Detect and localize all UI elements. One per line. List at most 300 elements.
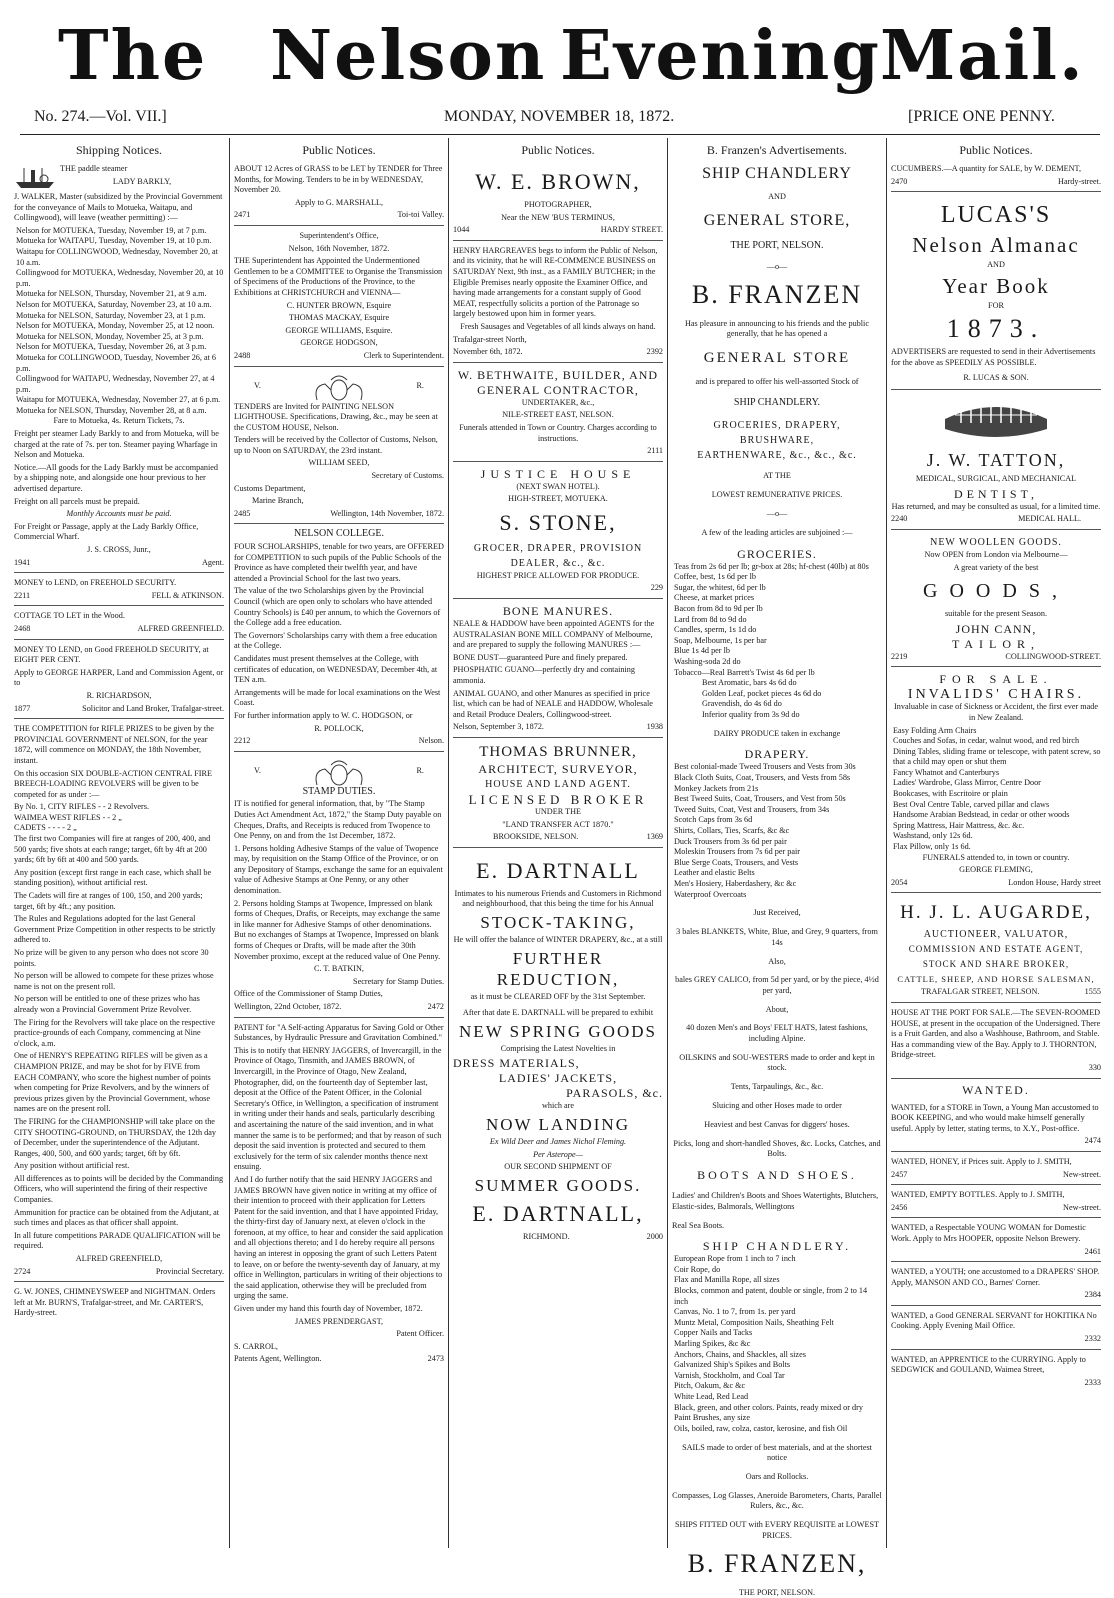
list-item: Waitapu for COLLINGWOOD, Wednesday, November 20, at 10 a.m. [16,246,218,267]
text: NEALE & HADDOW have been appointed AGENTS for the AUSTRALASIAN BONE MILL COMPANY of Melbourne, and are prepared to supply the following MANURES :— [453,619,655,650]
text: ADVERTISERS are requested to send in their Advertisements for the above as SPEEDILY AS POSSIBLE. [891,347,1096,367]
list-item: Motueka for NELSON, Saturday, November 23, at 1 p.m. [16,310,206,320]
text: New-street. [1063,1169,1101,1179]
masthead-word-nelson: Nelson [270,16,547,96]
text: DENTIST, [953,486,1039,501]
signature: R. LUCAS & SON. [963,372,1029,382]
text: All differences as to points will be decided by the Commanding Officers, who will superintend the firing of their respective Companies. [14,1173,224,1205]
list-item: Coffee, best, 1s 6d per lb [674,572,756,582]
text: The value of the two Scholarships given by the Provincial Council (which are open only to scholars who have attended Country Schools) is £40 per annum, to which the Governors of the College add a free education. [234,586,441,628]
text: November 6th, 1872. [453,347,523,357]
list-item: Marling Spikes, &c &c [674,1339,751,1349]
text: Invaluable in case of Sickness or Accident, the first ever made in New Zealand. [894,702,1098,722]
list-item: Oils, boiled, raw, colza, castor, kerosine, and fish Oil [674,1423,848,1433]
text: WANTED, a YOUTH; one accustomed to a DRAPERS' SHOP. Apply, MANSON AND CO., Barnes' Corner. [891,1267,1100,1287]
masthead-word-evening: Evening [560,16,881,96]
text: ABOUT 12 Acres of GRASS to be LET by TENDER for Three Months, for Mowing. Tenders to be in by WEDNESDAY, November 20. [234,164,443,195]
list-item: Cheese, at market prices [674,593,755,603]
text: The Cadets will fire at ranges of 100, 150, and 200 yards; target, 6ft by 4ft.; any position. [14,891,203,911]
text: NEW SPRING GOODS [459,1021,657,1041]
signature: GEORGE FLEMING, [959,865,1033,875]
list-item: Couches and Sofas, in cedar, walnut wood, and red birch [893,736,1080,746]
text: Secretary of Customs. [371,471,444,481]
text: Per Asterope— [533,1149,583,1159]
text: Wellington, 14th November, 1872. [330,508,444,518]
text: PHOSPHATIC GUANO—perfectly dry and containing ammonia. [453,665,635,686]
section-heading: SHIP CHANDLERY. [702,1239,852,1254]
text: One of HENRY'S REPEATING RIFLES will be given as a CHAMPION PRIZE, and may be shot for by FIVE from EACH COMPANY, who score the highest number of points when competing for Prize Revolvers, and by the winners of previous prizes given by the Provincial Government, whose names are on the present roll. [14,1051,211,1114]
signature: R. POLLOCK, [314,723,364,733]
ad-heading: W. BETHWAITE, BUILDER, AND GENERAL CONTRACTOR, [457,367,659,397]
ad-heading: S. STONE, [499,509,617,535]
text: Notice.—All goods for the Lady Barkly must be accompanied by a shipping note, and alongside one hour previous to her advertised departure. [14,462,218,494]
list-item: Collingwood for WAITAPU, Wednesday, November 27, at 4 p.m. [16,374,215,394]
issue-number: No. 274.—Vol. VII.] [34,108,167,125]
ad-ref: 1555 [1084,987,1101,997]
text: CATTLE, SHEEP, AND HORSE SALESMAN, [897,974,1095,985]
ad-ref: 2219 [891,651,908,661]
text: The FIRING for the CHAMPIONSHIP will take place on the CITY SHOOTING-GROUND, on THURSDAY, the 12th day of December, under the superintendence of the Adjutant. Ranges, 400, 500, and 600 yards; target, 6ft by 6ft. [14,1116,216,1158]
list-item: C. HUNTER BROWN, Esquire [286,300,392,310]
text: Also, [768,956,786,966]
section-heading: BOOTS AND SHOES. [697,1167,857,1182]
text: S. CARROL, [234,1341,278,1351]
text: New-street. [1063,1202,1101,1212]
list-item: THOMAS MACKAY, Esquire [288,313,390,323]
text: The Governors' Scholarships carry with them a free education at the College. [234,630,437,651]
text: which are [541,1101,575,1111]
signature: R. RICHARDSON, [86,690,152,700]
ad-heading: B. FRANZEN [691,280,863,310]
list-item: Waitapu for MOTUEKA, Wednesday, November 27, at 6 p.m. [16,395,221,405]
ad-ref: 330 [1088,1062,1101,1072]
list-item: Motueka for COLLINGWOOD, Tuesday, November 26, at 6 p.m. [16,352,217,373]
list-item: CADETS - - - - 2 „ [14,823,77,833]
text: IT is notified for general information, that, by "The Stamp Duties Act Amendment Act, 1872," the Stamp Duty payable on Cheques, Drafts, and Receipts is reduced from Twopence to One Penny, on and from the 1st December, 1872. [234,799,442,841]
text: Monthly Accounts must be paid. [66,509,172,519]
ad-augarde [891,896,1101,1003]
ad-heading: B. FRANZEN, [687,1549,867,1579]
text: 1. Persons holding Adhesive Stamps of the value of Twopence may, by requisition on the Stamp Office of the Province, or on any Depository of Stamps, exchange the same for an equivalent value of Adhesive Stamps at One Penny, or any other denomination. [234,843,443,896]
text: AUCTIONEER, VALUATOR, [923,929,1069,941]
list-item: Bacon from 8d to 9d per lb [674,603,763,613]
text: Clerk to Superintendent. [363,350,444,360]
text: For further information apply to W. C. HODGSON, or [234,710,413,720]
ad-ref: 2724 [14,1266,31,1276]
text: THE Superintendent has Appointed the Undermentioned Gentlemen to be a COMMITTEE to Organise the Transmission of Specimens of the Productions of the Province, to the Exhibitions at CHRISTCHURCH and VIENNA— [234,256,443,297]
text: Superintendent's Office, [299,230,379,240]
text: CUCUMBERS.—A quantity for SALE, by W. DEMENT, [891,164,1081,173]
text: as it must be CLEARED OFF by the 31st September. [470,991,646,1001]
text: WANTED, a Respectable YOUNG WOMAN for Domestic Work. Apply to Mrs HOOPER, opposite Nelson Brewery. [891,1223,1086,1243]
text: STOCK AND SHARE BROKER, [922,959,1070,970]
ad-dartnall [453,851,663,1247]
text: MEDICAL HALL. [1018,514,1081,524]
list-item: Blue 1s 4d per lb [674,646,730,656]
text: SAILS made to order of best materials, and at the shortest notice [682,1442,872,1463]
text: No prize will be given to any person who does not score 30 points. [14,948,209,968]
ad-ref: 2384 [1084,1290,1101,1300]
ad-stamp-duties [234,755,444,1018]
ad-bone-manures [453,602,663,738]
text: AND [768,192,786,202]
list-item: White Lead, Red Lead [674,1392,749,1401]
signature: ALFRED GREENFIELD, [75,1254,163,1264]
list-item: Washing-soda 2d do [674,656,741,666]
ad-ref: 2470 [891,176,908,186]
ad-ref: 1877 [14,703,31,713]
list-item: Gravendish, do 4s 6d do [702,699,782,709]
issue-date: MONDAY, NOVEMBER 18, 1872. [444,108,675,125]
list-item: Collingwood for MOTUEKA, Wednesday, November 20, at 10 p.m. [16,268,224,288]
ad-grass [234,162,444,226]
text: HOUSE AT THE PORT FOR SALE.—The SEVEN-ROOMED HOUSE, at present in the occupation of the Undersigned. There is a Fruit Garden, and also a Washhouse, Bathroom, and Stable. Has a commanding view of the Bay. Apply to J. THORNTON, Bridge-street. [891,1008,1101,1060]
text: And I do further notify that the said HENRY JAGGERS and JAMES BROWN have given notice in writing at my office of their intention to proceed with their application for Letters Patent for the said invention, and that I have appointed Friday, the thirty-first day of January next, at eleven o'clock in the forenoon, at my office, to hear and consider the said application and all objections thereto; and I do hereby require all persons having an interest in opposing the grant of such Letters Patent to leave, on or before the twenty-seventh day of January, at my office in Wellington, particulars in writing of their objections to the said application, otherwise they will be precluded from urging the same. [234,1174,444,1301]
drapery-list [672,762,882,900]
ad-builder [453,366,663,462]
text: LADIES' JACKETS, [498,1071,618,1086]
list-item: Teas from 2s 6d per lb; gr-box at 28s; hf-chest (40lb) at 80s [674,561,869,571]
ad-heading: BONE MANURES. [502,604,614,619]
royal-crest-icon [309,372,369,402]
text: "LAND TRANSFER ACT 1870." [502,819,614,829]
text: Given under my hand this fourth day of November, 1872. [234,1304,423,1314]
list-item: Blocks, common and patent, double or single, from 2 to 14 inch [674,1286,868,1306]
text: suitable for the present Season. [944,609,1048,619]
issue-price: [PRICE ONE PENNY. [908,108,1055,125]
ad-ref: 2468 [14,623,31,633]
text: Ladies' and Children's Boots and Shoes Watertights, Blutchers, Elastic-sides, Balmorals, Wellingtons [672,1191,879,1211]
text: Office of the Commissioner of Stamp Duties, [234,989,383,999]
text: After that date E. DARTNALL will be prepared to exhibit [462,1008,654,1018]
ad-heading: E. DARTNALL, [472,1200,644,1226]
text: Nelson, September 3, 1872. [453,722,544,732]
ad-heading: THOMAS BRUNNER, [479,744,637,760]
text: HARDY STREET. [600,225,663,235]
text: No person will be entitled to one of these prizes who has already won a Provincial Government Prize Revolver. [14,994,200,1014]
sailing-list [14,226,224,417]
column-shipping-notices [14,140,224,1545]
column-public-notices-1 [234,140,444,1545]
ad-photographer [453,162,663,241]
column-rule [229,138,230,1548]
list-item: Nelson for MOTUEKA, Monday, November 25, at 12 noon. [16,321,215,331]
text: Customs Department, [234,483,306,493]
ad-heading: INVALIDS' CHAIRS. [907,687,1085,703]
text: FOUR SCHOLARSHIPS, tenable for two years, are OFFERED for COMPETITION to such pupils of the Public Schools of the Province as have completed their twelfth year, and have attended a Provincial School for the last two years. [234,542,444,583]
text: London House, Hardy street [1008,877,1101,887]
list-item: Anchors, Chains, and Shackles, all sizes [674,1349,806,1359]
ad-wanted-clerk [891,1101,1101,1152]
text: Has pleasure in announcing to his friends and the public generally, that he has opened a [685,318,869,339]
signature: GEORGE HODGSON, [300,338,378,348]
ad-butcher [453,244,663,363]
text: ANIMAL GUANO, and other Manures as specified in price list, which can be had of NEALE and HADDOW, Wholesale and Retail Produce Dealers, Collingwood-street. [453,688,653,719]
signature: J. S. CROSS, Junr., [87,545,151,554]
list-item: Duck Trousers from 3s 6d per pair [674,836,787,846]
text: Wellington, 22nd October, 1872. [234,1002,342,1011]
list-item: Sugar, the whitest, 6d per lb [674,582,766,592]
ad-rifle-prizes [14,722,224,1282]
list-item: Ladies' Wardrobe, Glass Mirror, Centre Door [893,778,1041,788]
text: NOW LANDING [486,1114,630,1134]
ad-ref: 2333 [1084,1377,1101,1387]
list-item: Blue Serge Coats, Trousers, and Vests [674,857,799,867]
text: GROCERIES, DRAPERY, [713,420,841,432]
list-item: Nelson for MOTUEKA, Tuesday, November 26, at 3 p.m. [16,342,207,352]
text: Compasses, Log Glasses, Aneroide Barometers, Charts, Parallel Rulers, &c., &c. [672,1490,882,1511]
text: On this occasion SIX DOUBLE-ACTION CENTRAL FIRE BREECH-LOADING REVOLVERS will be given to be competed for as under :— [14,768,212,799]
text: MEDICAL, SURGICAL, AND MECHANICAL [915,474,1077,484]
list-item: Black Cloth Suits, Coat, Trousers, and Vests from 58s [674,773,851,783]
column-header: Public Notices. [959,143,1033,157]
furniture-list [891,726,1101,853]
text: BRUSHWARE, [739,435,815,447]
text: WANTED, EMPTY BOTTLES. Apply to J. SMITH, [891,1190,1065,1200]
text: GROCER, DRAPER, PROVISION DEALER, &c., &c. [473,542,643,569]
section-heading: WANTED. [962,1082,1030,1097]
list-item: Inferior quality from 3s 9d do [702,709,800,719]
ad-wanted-apprentice [891,1353,1101,1393]
text: Tenders will be received by the Collector of Customs, Nelson, up to Noon on SATURDAY, the 23rd instant. [234,435,438,455]
text: For Freight or Passage, apply at the Lady Barkly Office, Commercial Wharf. [14,521,199,542]
text: The Firing for the Revolvers will take place on the respective practice-grounds of each Company, commencing at Nine o'clock, a.m. [14,1017,215,1048]
list-item: Muntz Metal, Composition Nails, Sheathing Felt [674,1317,834,1327]
text: TRAFALGAR STREET, NELSON. [921,987,1040,997]
text: MONEY to LEND, on FREEHOLD SECURITY. [14,578,177,588]
text: STOCK-TAKING, [480,912,636,932]
signature: WILLIAM SEED, [308,458,370,468]
list-item: Flax Pillow, only 1s 6d. [893,842,971,852]
text: THE PORT, NELSON. [738,1587,816,1597]
text: A great variety of the best [953,562,1039,572]
list-item: Coir Rope, do [674,1264,721,1274]
ship-name: LADY BARKLY, [112,176,172,186]
text: Toi-toi Valley. [397,210,444,220]
list-item: Motueka for WAITAPU, Tuesday, November 19, at 10 p.m. [16,236,212,246]
text: BONE DUST—guaranteed Pure and finely prepared. [453,652,628,662]
list-item: Motueka for NELSON, Thursday, November 21, at 9 a.m. [16,289,207,299]
text: Any position without artificial rest. [14,1161,130,1171]
text: The Rules and Regulations adopted for the last General Government Prize Competition in other respects to be strictly adhered to. [14,914,216,945]
list-item: Waterproof Overcoats [674,889,747,899]
grocery-list [672,562,882,721]
column-header: Public Notices. [521,143,595,157]
ad-house-sale [891,1006,1101,1079]
text: Near the NEW 'BUS TERMINUS, [501,212,615,222]
royal-cipher-v: V. [254,381,261,391]
text: DAIRY PRODUCE taken in exchange [713,728,841,738]
list-item: Flax and Manilla Rope, all sizes [674,1275,780,1285]
text: Intimates to his numerous Friends and Customers in Richmond and neighbourhood, that this being the time for his Annual [454,888,662,909]
steamer-icon [14,164,56,190]
ad-wanted-servant [891,1309,1101,1350]
signature: JAMES PRENDERGAST, [294,1316,384,1326]
text: About, [765,1004,789,1014]
ad-ref: 2456 [891,1202,908,1212]
column-rule [448,138,449,1548]
text: HENRY HARGREAVES begs to inform the Public of Nelson, and its vicinity, that he will RE-COMMENCE BUSINESS on SATURDAY Next, 9th inst., as a FAMILY BUTCHER; in the Eligible Premises nearly opposite the Examiner Office, and having made arrangements for a constant supply of Good MEAT, respectfully solicits a portion of the Patronage so largely bestowed upon him in former years. [453,245,658,319]
text: OILSKINS and SOU-WESTERS made to order and kept in stock. [679,1052,875,1073]
list-item: Best Tweed Suits, Coat, Trousers, and Vest from 50s [674,794,846,804]
ad-ref: 1044 [453,225,470,235]
list-item: Nelson for MOTUEKA, Saturday, November 23, at 10 a.m. [16,299,212,309]
ad-brunner [453,741,663,848]
list-item: Moleskin Trousers from 7s 6d per pair [674,847,800,857]
ad-ref: 1941 [14,557,31,567]
royal-cipher-r: R. [416,766,424,776]
text: Sluicing and other Hoses made to order [712,1101,842,1110]
text: A few of the leading articles are subjoined :— [701,527,853,537]
text: Now OPEN from London via Melbourne— [924,549,1068,559]
text: JOHN CANN, [955,621,1037,636]
text: MONEY TO LEND, on Good FREEHOLD SECURITY, at EIGHT PER CENT. [14,644,209,665]
column-franzen [672,140,882,1597]
text: Patent Officer. [396,1329,444,1339]
ad-dentist [891,393,1101,530]
text: Fresh Sausages and Vegetables of all kinds always on hand. [460,321,656,331]
ad-cucumbers [891,162,1101,192]
list-item: Handsome Arabian Bedstead, in cedar or other woods [893,810,1070,820]
ad-ref: 2461 [1084,1246,1101,1256]
list-item: Men's Hosiery, Haberdashery, &c &c [674,879,797,888]
text: FOR [988,300,1004,310]
list-item: Best Oval Centre Table, carved pillar and claws [893,799,1050,809]
text: Solicitor and Land Broker, Trafalgar-street. [82,703,224,713]
masthead [0,0,1114,105]
text: PARASOLS, &c. [566,1086,663,1101]
signature: FELL & ATKINSON. [151,590,224,600]
ad-wanted-honey [891,1155,1101,1185]
text: FUNERALS attended to, in town or country. [922,852,1070,862]
text: THE paddle steamer [60,164,128,173]
text: Heaviest and best Canvas for diggers' hoses. [704,1119,850,1129]
ad-ref: 2212 [234,736,251,746]
text: Patents Agent, Wellington. [234,1354,322,1364]
text: HOUSE AND LAND AGENT. [485,779,631,790]
text: HIGH-STREET, MOTUEKA. [508,494,608,504]
text: Fare to Motueka, 4s. Return Tickets, 7s. [53,416,185,426]
ad-cottage [14,609,224,639]
text: 40 dozen Men's and Boys' FELT HATS, latest fashions, including Alpine. [686,1023,868,1044]
text: Candidates must present themselves at the College, with certificates of education, on WEDNESDAY, December 4th, at TEN a.m. [234,653,438,685]
text: COTTAGE TO LET in the Wood. [14,611,125,621]
list-item: Galvanized Ship's Spikes and Bolts [674,1360,791,1370]
section-heading: DRAPERY. [744,747,810,762]
list-item: Canvas, No. 1 to 7, from 1s. per yard [674,1307,796,1317]
text: ARCHITECT, SURVEYOR, [478,762,638,776]
ad-heading: FOR SALE. [939,672,1053,687]
text: PATENT for "A Self-acting Apparatus for Saving Gold or Other Substances, by Hydraulic Pressure and Gravitation Combined." [234,1022,444,1043]
text: Real Sea Boots. [672,1220,725,1230]
text: DRESS MATERIALS, [453,1056,580,1071]
royal-cipher-v: V. [254,766,261,776]
ad-heading: STAMP DUTIES. [302,785,376,797]
text: RICHMOND. [523,1231,570,1241]
text: and is prepared to offer his well-assorted Stock of [695,377,859,387]
list-item: Lard from 8d to 9d do [674,614,747,624]
ad-ref: 229 [650,583,663,593]
text: WANTED, an APPRENTICE to the CURRYING. Apply to SEDGWICK and GOULAND, Waimea Street, [891,1354,1086,1375]
signature: C. T. BATKIN, [314,964,364,974]
list-item: Varnish, Stockholm, and Coal Tar [674,1370,785,1380]
ad-ref: 2000 [646,1231,663,1241]
text: Has returned, and may be consulted as usual, for a limited time. [891,501,1101,511]
text: Oars and Rollocks. [745,1471,809,1481]
list-item: Best colonial-made Tweed Trousers and Vests from 30s [674,762,856,772]
text: Nelson, 16th November, 1872. [288,243,390,253]
text: Ex Wild Deer and James Nichol Fleming. [489,1136,627,1146]
text: FURTHER REDUCTION, [496,948,620,989]
ad-heading: W. E. BROWN, [475,169,641,194]
ad-ref: 1938 [646,722,663,732]
chandlery-list [672,1254,882,1434]
list-item: Bookcases, with Escritoire or plain [893,789,1008,799]
list-item: Spring Mattress, Hair Mattress, &c. &c. [893,820,1025,830]
ad-heading: GOODS, [923,580,1069,603]
text: 2. Persons holding Stamps at Twopence, Impressed on blank forms of Cheques, Drafts, or Receipts, may exchange the same in like manner for Adhesive Stamps of other denominations. But no exchanges of Stamps at Twopence, Impressed on blank forms of Cheques or Drafts, will be made after the 30th November proximo, except at the reduced value of One Penny. [234,898,441,961]
list-item: Candles, sperm, 1s 1d do [674,625,757,635]
text: AT THE [763,471,791,481]
text: WANTED, for a STORE in Town, a Young Man accustomed to BOOK KEEPING, and who would make himself generally useful. Apply by letter, stating terms, to X.Y., Post-office. [891,1102,1099,1133]
text: Agent. [201,557,224,567]
text: bales GREY CALICO, from 5d per yard, or by the piece, 4½d per yard, [675,975,879,995]
text: Trafalgar-street North, [453,334,527,344]
text: NILE-STREET EAST, NELSON. [502,410,614,420]
ad-heading: GENERAL STORE [703,349,851,366]
list-item: Shirts, Collars, Ties, Scarfs, &c &c [674,826,790,836]
list-item: Washstand, only 12s 6d. [893,831,973,841]
text: Apply to GEORGE HARPER, Land and Commission Agent, or to [14,667,224,688]
text: Arrangements will be made for local examinations on the West Coast. [234,687,441,708]
ad-heading: SHIP CHANDLERY [702,165,852,182]
text: HIGHEST PRICE ALLOWED FOR PRODUCE. [476,570,640,580]
ad-money-to-lend [14,576,224,606]
text: 3 bales BLANKETS, White, Blue, and Grey, 9 quarters, from 14s [676,927,878,947]
text: Freight per steamer Lady Barkly to and from Motueka, will be charged at the rate of 7s. per ton. Steamer paying Wharfage in Nelson and Motueka. [14,429,219,460]
text: SHIP CHANDLERY. [733,396,821,408]
list-item: Tweed Suits, Coat, Vest and Trousers, from 34s [674,804,830,814]
column-rule [886,138,887,1548]
text: In all future competitions PARADE QUALIFICATION will be required. [14,1230,221,1251]
text: Just Received, [753,908,801,918]
ad-ref: 2054 [891,877,908,887]
ad-heading: JUSTICE HOUSE [480,466,636,481]
text: Hardy-street. [1058,176,1101,186]
ad-heading: E. DARTNALL [476,857,640,883]
list-item: Dining Tables, sliding frame or telescope, with patent screw, so that a child may open or shut them [893,746,1101,767]
list-item: By No. 1, CITY RIFLES - - 2 Revolvers. [14,802,150,812]
dateline-rule [20,134,1100,135]
ad-heading: J. W. TATTON, [926,450,1066,471]
text: Comprising the Latest Novelties in [500,1043,616,1053]
text: THE COMPETITION for RIFLE PRIZES to be given by the PROVINCIAL GOVERNMENT of NELSON, for the year 1872, will commence on MONDAY, the 18th November, instant. [14,724,214,765]
ad-heading: LUCAS'S [940,202,1052,229]
list-item: GEORGE WILLIAMS, Esquire. [285,325,393,335]
masthead-word-the: The [58,16,208,96]
ad-heading: Nelson Almanac [912,233,1080,258]
text: (NEXT SWAN HOTEL). [516,481,600,491]
text: Nelson. [418,736,444,746]
text: OUR SECOND SHIPMENT OF [504,1162,612,1172]
masthead-word-mail: Mail. [880,16,1085,96]
list-item: Soap, Melbourne, 1s per bar [674,635,767,645]
list-item: Paint Brushes, any size [674,1413,750,1423]
text: BROOKSIDE, NELSON. [493,832,579,842]
ad-ref: 2211 [14,590,31,600]
ad-ref: 2392 [646,347,663,357]
list-item: Motueka for NELSON, Thursday, November 28, at 8 a.m. [16,405,207,415]
